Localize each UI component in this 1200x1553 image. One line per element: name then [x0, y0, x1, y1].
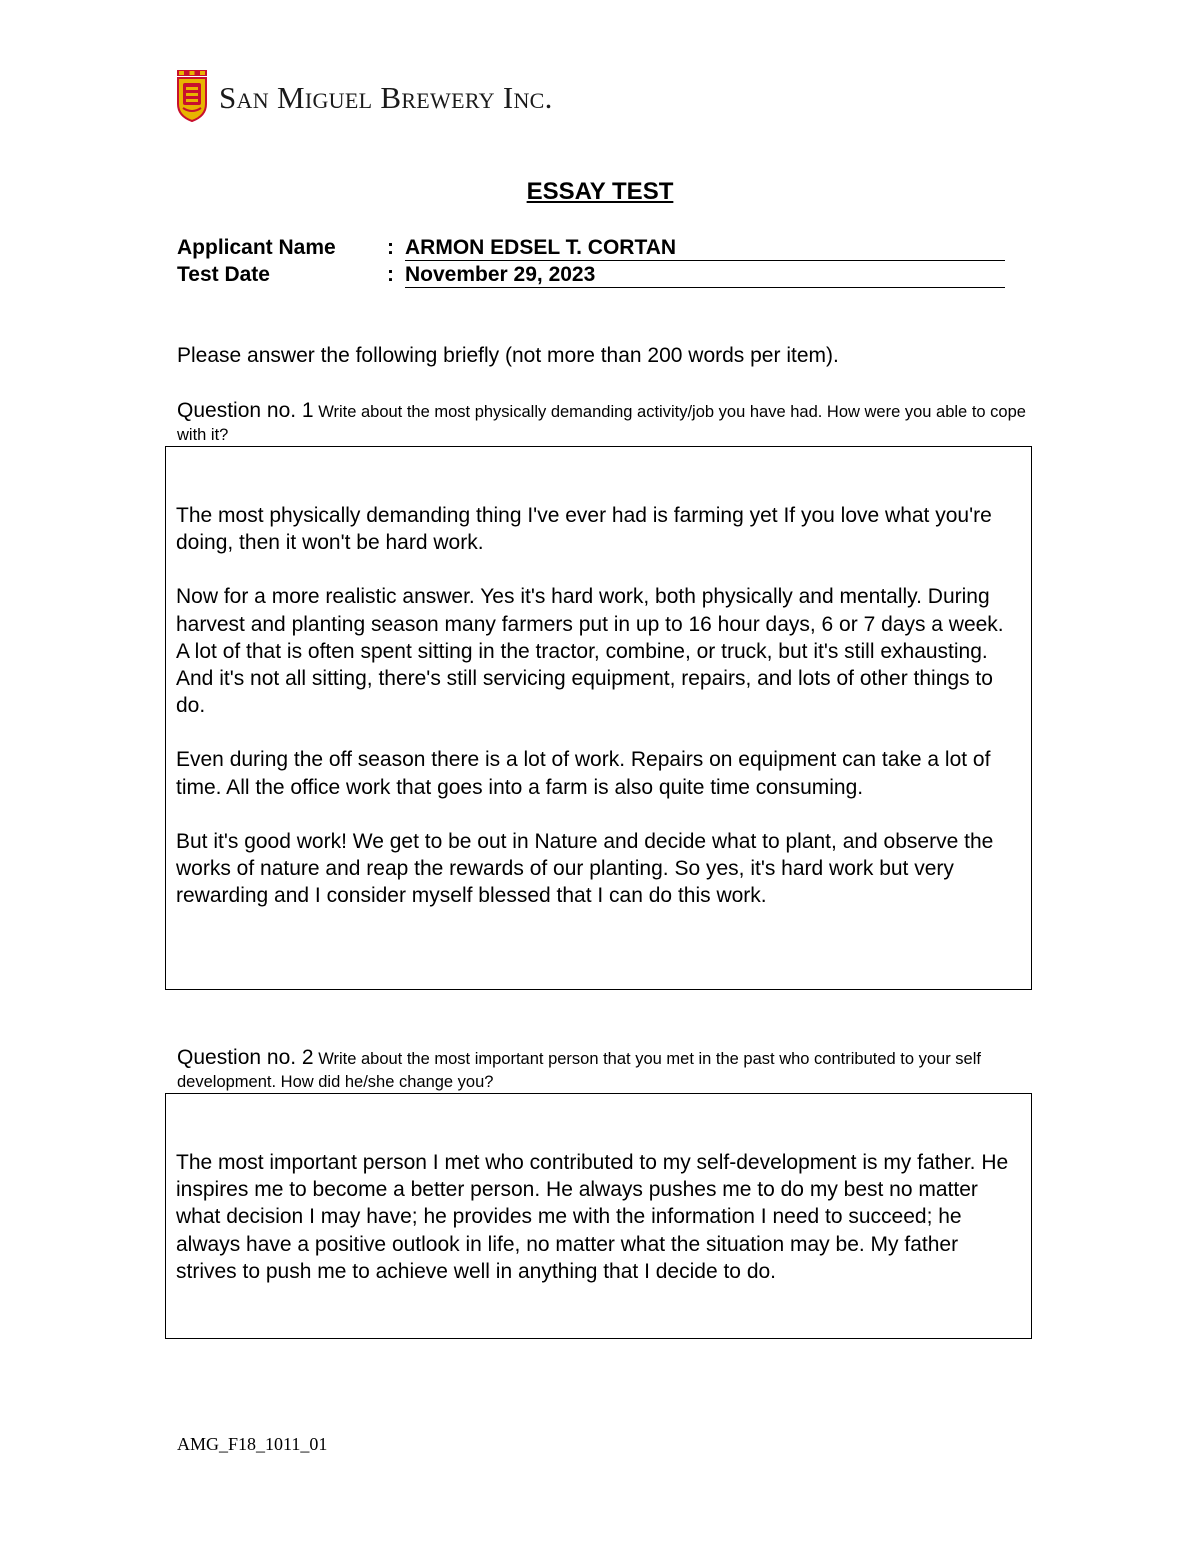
answer-1-text: [176, 502, 1021, 909]
page-title: ESSAY TEST: [526, 178, 674, 205]
answer-1-paragraph: Even during the off season there is a lot of work. Repairs on equipment can take a lot of time. All the office work that goes into a farm is also quite time consuming.: [176, 748, 991, 799]
applicant-name-label: Applicant Name: [177, 236, 336, 259]
applicant-name-value: ARMON EDSEL T. CORTAN: [405, 236, 1005, 261]
form-code: AMG_F18_1011_01: [177, 1434, 328, 1454]
test-date-label: Test Date: [177, 263, 270, 286]
answer-2-text: [176, 1149, 1021, 1285]
answer-2-paragraph: The most important person I met who contributed to my self-development is my father. He inspires me to become a better person. He always pushes me to do my best no matter what decision I may have; he provides me with the information I need to succeed; he always have a positive outlook in life, no matter what the situation may be. My father strives to push me to achieve well in anything that I decide to do.: [176, 1151, 1009, 1283]
question-2-number: Question no. 2: [177, 1046, 314, 1069]
question-2-prompt: Write about the most important person that you met in the past who contributed to your self development. How did he/she change you?: [177, 1050, 981, 1091]
answer-1-paragraph: But it's good work! We get to be out in Nature and decide what to plant, and observe the works of nature and reap the rewards of our planting. So yes, it's hard work but very rewarding and I consider myself blessed that I can do this work.: [176, 829, 994, 908]
test-date-separator: :: [387, 263, 394, 286]
question-2: [177, 1046, 1037, 1094]
answer-1-paragraph: Now for a more realistic answer. Yes it's hard work, both physically and mentally. During harvest and planting season many farmers put in up to 16 hour days, 6 or 7 days a week. A lot of that is often spent sitting in the tractor, combine, or truck, but it's still exhausting. And it's not all sitting, there's still servicing equipment, repairs, and lots of other things to do.: [176, 585, 1004, 718]
brewery-crest-icon: [175, 70, 209, 122]
applicant-name-separator: :: [387, 236, 394, 259]
instructions: Please answer the following briefly (not more than 200 words per item).: [177, 344, 839, 367]
answer-1-paragraph: The most physically demanding thing I've ever had is farming yet If you love what you're doing, then it won't be hard work.: [176, 504, 992, 555]
answer-box-2: [165, 1093, 1032, 1339]
answer-box-1: [165, 446, 1032, 990]
question-1-number: Question no. 1: [177, 399, 314, 422]
question-1-prompt: Write about the most physically demanding activity/job you have had. How were you able to cope with it?: [177, 403, 1026, 444]
company-logo: [175, 70, 553, 122]
test-date-value: November 29, 2023: [405, 263, 1005, 288]
company-name: San Miguel Brewery Inc.: [219, 80, 553, 115]
question-1: [177, 399, 1037, 447]
